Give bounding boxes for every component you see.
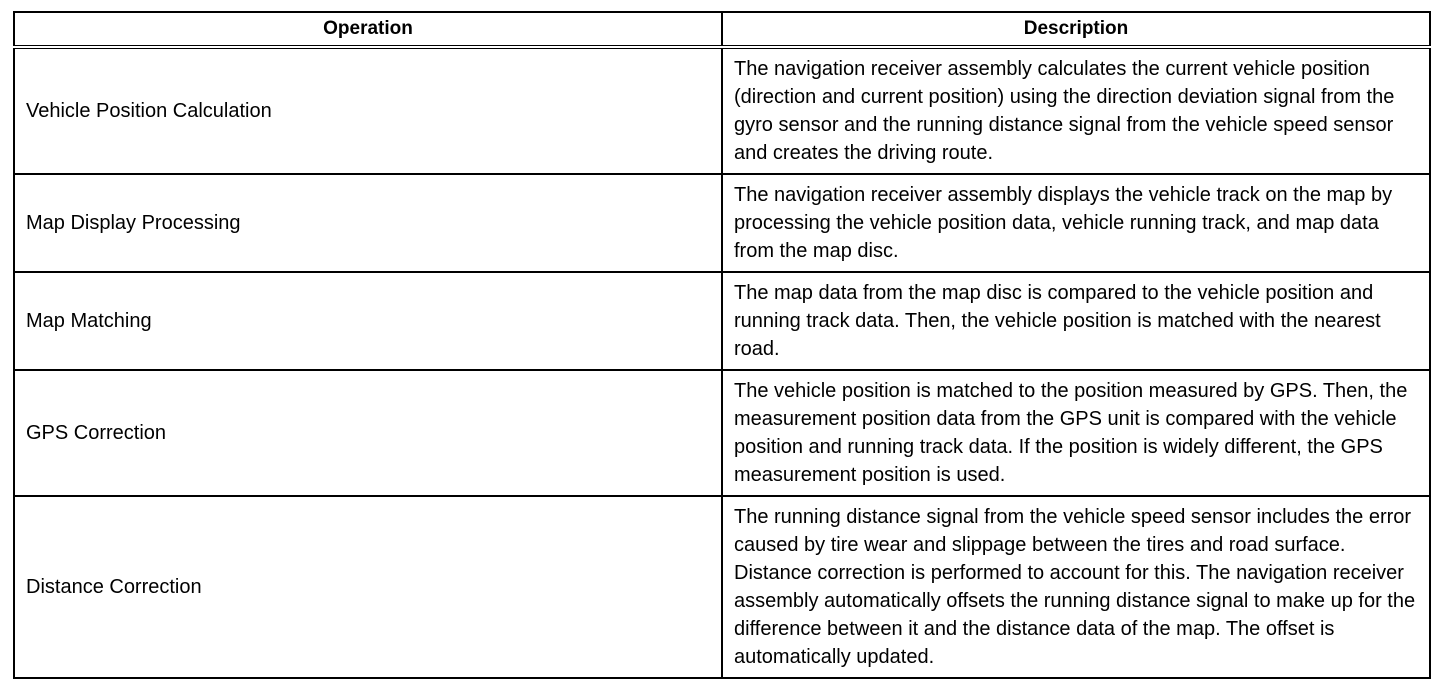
table-body [14,47,1430,678]
operations-table [13,11,1431,679]
header-description: Description [722,12,1430,47]
table-header [14,12,1430,47]
header-row [14,12,1430,47]
operation-cell: Distance Correction [14,496,722,678]
table-row [14,272,1430,370]
description-cell: The vehicle position is matched to the position measured by GPS. Then, the measurement position data from the GPS unit is compared with the vehicle position and running track data. If the position is widely different, the GPS measurement position is used. [722,370,1430,496]
operation-cell: Map Display Processing [14,174,722,272]
description-cell: The running distance signal from the vehicle speed sensor includes the error caused by tire wear and slippage between the tires and road surface. Distance correction is performed to account for this. The navigation receiver assembly automatically offsets the running distance signal to make up for the difference between it and the distance data of the map. The offset is automatically updated. [722,496,1430,678]
table-row [14,47,1430,174]
operation-cell: Map Matching [14,272,722,370]
table-row [14,174,1430,272]
header-operation: Operation [14,12,722,47]
description-cell: The navigation receiver assembly displays the vehicle track on the map by processing the vehicle position data, vehicle running track, and map data from the map disc. [722,174,1430,272]
operation-cell: Vehicle Position Calculation [14,47,722,174]
description-cell: The navigation receiver assembly calculates the current vehicle position (direction and current position) using the direction deviation signal from the gyro sensor and the running distance signal from the vehicle speed sensor and creates the driving route. [722,47,1430,174]
table-row [14,496,1430,678]
description-cell: The map data from the map disc is compared to the vehicle position and running track data. Then, the vehicle position is matched with the nearest road. [722,272,1430,370]
table-row [14,370,1430,496]
operation-cell: GPS Correction [14,370,722,496]
